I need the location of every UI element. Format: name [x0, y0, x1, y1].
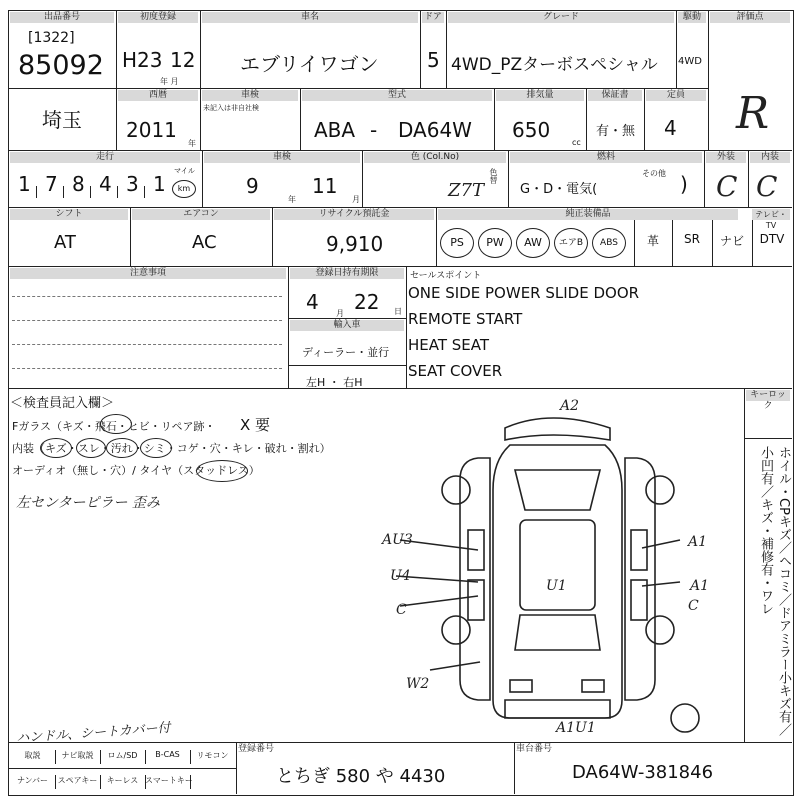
color-code: Z7T — [448, 180, 484, 201]
first-reg-era: H23 — [122, 48, 163, 72]
circle-mark — [196, 460, 248, 482]
diagram-tail-right — [582, 680, 604, 692]
bottom-handwritten: ハンドル、シートカバー付 — [15, 720, 172, 747]
note-line — [12, 320, 282, 321]
sales-points-list — [408, 284, 738, 388]
equipment-circled-list — [440, 228, 634, 258]
accessory-cell: ロム/SD — [100, 750, 146, 764]
interior-label: 内装 — [750, 152, 790, 163]
mileage-digits — [12, 172, 191, 202]
km-unit-circle — [172, 180, 196, 198]
damage-mark: A1 — [690, 578, 710, 594]
record-day: 22 — [354, 290, 380, 314]
circle-mark — [106, 438, 138, 458]
notes-label: 注意事項 — [10, 268, 286, 279]
model-year-unit: 年 — [188, 139, 196, 148]
rule — [8, 207, 792, 208]
dealer-type: ディーラー・並行 — [302, 346, 390, 359]
mileage-digit: 7 — [45, 172, 58, 196]
warranty-label: 保証書 — [588, 90, 642, 101]
accessory-cell: スペアキー — [55, 775, 101, 789]
inspector-line: オーディオ（無し・穴）/ タイヤ（スタッドレス） — [12, 464, 260, 477]
insp-year-unit: 年 — [288, 195, 296, 204]
rule — [586, 88, 587, 150]
accessory-cell: ナンバー — [10, 775, 56, 789]
digit-separator — [90, 186, 91, 198]
insp-expiry-year: 9 — [246, 174, 259, 198]
diagram-wheel — [646, 616, 674, 644]
fuel-value: G・D・電気( — [520, 182, 598, 197]
rule — [8, 150, 792, 151]
equipment-circle: ABS — [592, 228, 626, 258]
diagram-wheel — [442, 476, 470, 504]
record-month: 4 — [306, 290, 319, 314]
sales-point: HEAT SEAT — [408, 336, 490, 354]
damage-mark: U4 — [390, 568, 411, 584]
record-date-label: 登録日持有期限 — [290, 268, 404, 279]
rule — [288, 365, 406, 366]
diagram-rear-glass — [515, 615, 600, 650]
mileage-digit: 8 — [72, 172, 85, 196]
lot-bracket: [1322] — [28, 30, 75, 46]
diagram-tail-left — [510, 680, 532, 692]
mileage-digit: 4 — [99, 172, 112, 196]
accessory-cell: B-CAS — [145, 750, 191, 764]
fuel-close: ) — [680, 172, 688, 196]
model-code: DA64W — [398, 118, 472, 142]
digit-separator — [117, 186, 118, 198]
inspector-title: ＜検査員記入欄＞ — [10, 396, 115, 411]
exterior-grade: C — [716, 170, 738, 203]
digit-separator — [36, 186, 37, 198]
recycle-label: リサイクル預託金 — [274, 209, 434, 220]
diagram-spare-wheel — [671, 704, 699, 732]
rule — [436, 207, 437, 266]
cc-unit: cc — [572, 138, 581, 147]
equipment-extra-label: テレビ・TV — [752, 209, 790, 220]
accessory-cell — [190, 775, 235, 789]
fuel-label: 燃料 — [510, 152, 702, 163]
note-line — [12, 296, 282, 297]
grade-value: 4WD_PZターボスペシャル — [451, 55, 658, 75]
reg-number-value: とちぎ 580 や 4430 — [276, 766, 446, 787]
exterior-label: 外装 — [706, 152, 746, 163]
diagram-right-window — [631, 530, 647, 570]
rule — [676, 10, 677, 88]
chassis-value: DA64W-381846 — [572, 762, 714, 783]
rule — [420, 10, 421, 88]
record-month-unit: 月 — [336, 309, 344, 318]
equipment-circle: AW — [516, 228, 550, 258]
year-month-units: 年 月 — [160, 77, 179, 86]
sales-point: ONE SIDE POWER SLIDE DOOR — [408, 284, 640, 302]
sales-points-label: セールスポイント — [410, 271, 482, 281]
rule — [200, 10, 201, 88]
rule — [446, 10, 447, 88]
rule — [8, 88, 708, 89]
digit-separator — [144, 186, 145, 198]
rule — [116, 10, 117, 150]
recycle-value: 9,910 — [326, 232, 384, 256]
accessory-cell: ナビ取説 — [55, 750, 101, 764]
insp-expiry-label: 車検 — [204, 152, 360, 163]
diagram-wheel — [442, 616, 470, 644]
doors-value: 5 — [427, 48, 440, 72]
displacement-label: 排気量 — [496, 90, 584, 101]
equipment-item: 革 — [646, 234, 659, 248]
diagram-wheel — [646, 476, 674, 504]
diagram-windshield — [515, 470, 600, 510]
fuel-other-label: その他 — [642, 169, 666, 178]
damage-mark: C — [688, 598, 699, 614]
mile-unit: マイル — [174, 167, 195, 175]
displacement-value: 650 — [512, 118, 551, 142]
inspection-note: 未記入は非自社検 — [203, 104, 259, 112]
rule — [8, 266, 792, 267]
rule — [288, 318, 406, 319]
rule — [644, 88, 645, 150]
rule — [236, 742, 237, 794]
rule — [494, 88, 495, 150]
damage-mark: A1 — [688, 534, 708, 550]
equipment-item: ナビ — [719, 234, 744, 248]
damage-mark: C — [396, 602, 407, 618]
capacity-value: 4 — [664, 116, 677, 140]
chassis-label: 車台番号 — [516, 744, 553, 754]
model-dash: - — [370, 118, 378, 142]
evaluation-label: 評価点 — [710, 12, 790, 23]
rule — [514, 742, 515, 794]
warranty-value: 有・無 — [596, 124, 636, 139]
mileage-label: 走行 — [10, 152, 200, 163]
diagram-front-bumper — [505, 418, 610, 440]
diagram-left-window — [468, 580, 484, 620]
rule — [300, 88, 301, 150]
car-name-label: 車名 — [202, 12, 418, 23]
insp-expiry-month: 11 — [312, 174, 338, 198]
leader-line — [400, 596, 478, 606]
circle-mark — [140, 438, 172, 458]
doors-label: ドア — [422, 12, 444, 23]
accessory-cell: リモコン — [196, 751, 229, 760]
side-text: ホイル・CPキズ／ヘコミ／ドアミラー小キズ有／小凹有／キズ・補修有・ワレ — [758, 446, 791, 736]
color-sub-label: 色替 — [489, 168, 498, 184]
circle-mark — [100, 414, 132, 434]
accessory-cell: スマートキー — [145, 775, 191, 789]
rule — [8, 388, 792, 389]
notes-area — [12, 282, 286, 386]
color-label: 色 (Col.No) — [364, 152, 506, 163]
aircon-label: エアコン — [132, 209, 270, 220]
circle-mark — [76, 438, 106, 458]
equipment-plain-list — [634, 218, 792, 264]
capacity-label: 定員 — [646, 90, 706, 101]
damage-mark: A1U1 — [556, 720, 596, 736]
evaluation-value: R — [736, 88, 770, 139]
km-unit: km — [177, 184, 191, 193]
model-prefix: ABA — [314, 118, 356, 142]
circle-mark — [40, 438, 72, 458]
damage-mark: W2 — [406, 676, 430, 692]
grade-label: グレード — [448, 12, 674, 23]
model-year-label: 西暦 — [118, 90, 198, 101]
rule — [362, 150, 363, 207]
model-year-value: 2011 — [126, 118, 177, 142]
rule — [202, 150, 203, 207]
key-box-label: キーロック — [746, 390, 790, 401]
insp-month-unit: 月 — [352, 195, 360, 204]
mileage-digit: 3 — [126, 172, 139, 196]
lot-label: 出品番号 — [10, 12, 114, 23]
shift-label: シフト — [10, 209, 128, 220]
aircon-value: AC — [192, 232, 217, 253]
sales-point: SEAT COVER — [408, 362, 503, 380]
rule — [744, 438, 792, 439]
rule — [200, 88, 201, 150]
rule — [704, 150, 705, 207]
steering-side: 左H ・ 右H — [306, 376, 363, 389]
digit-separator — [63, 186, 64, 198]
first-reg-label: 初度登録 — [118, 12, 198, 23]
mileage-digit: 1 — [153, 172, 166, 196]
handwritten-note: 左センターピラー 歪み — [16, 495, 160, 511]
sales-point: REMOTE START — [408, 310, 523, 328]
rule — [744, 388, 745, 742]
leader-line — [430, 662, 480, 670]
diagram-rear-bumper — [505, 700, 610, 718]
equipment-circle: エアB — [554, 228, 588, 258]
interior-grade: C — [756, 170, 778, 203]
record-day-unit: 日 — [394, 307, 402, 316]
fglass-mark: X 要 — [240, 416, 271, 434]
rule — [406, 266, 407, 388]
shift-value: AT — [54, 232, 76, 253]
inspection-label: 車検 — [202, 90, 298, 101]
equipment-item: SR — [684, 232, 700, 246]
inspector-line: 内装（キズ・スレ・汚れ・シミ・コゲ・穴・キレ・破れ・割れ） — [12, 442, 331, 455]
note-line — [12, 344, 282, 345]
model-label: 型式 — [302, 90, 492, 101]
damage-mark: A2 — [560, 398, 580, 414]
damage-mark: U1 — [546, 578, 567, 594]
drive-value: 4WD — [678, 56, 702, 67]
drive-label: 駆動 — [678, 12, 706, 23]
rule — [8, 742, 792, 743]
accessory-cell: 取説 — [10, 750, 56, 764]
accessory-cell: キーレス — [100, 775, 146, 789]
note-line — [12, 368, 282, 369]
lot-number: 85092 — [18, 50, 104, 81]
equipment-circle: PW — [478, 228, 512, 258]
reg-number-label: 登録番号 — [238, 744, 275, 754]
mileage-digit: 1 — [18, 172, 31, 196]
rule — [130, 207, 131, 266]
entry-label: 輸入車 — [290, 320, 404, 331]
diagram-right-side — [625, 458, 655, 700]
equipment-circle: PS — [440, 228, 474, 258]
rule — [748, 150, 749, 207]
diagram-roof — [520, 520, 595, 610]
first-reg-month: 12 — [170, 48, 196, 72]
car-name: エブリイワゴン — [240, 52, 379, 76]
rule — [508, 150, 509, 207]
region-value: 埼玉 — [42, 108, 82, 132]
rule — [708, 10, 709, 150]
inspector-line: Fガラス（キズ・飛石・ヒビ・リペア跡・ — [12, 420, 216, 433]
equipment-label: 純正装備品 — [438, 209, 738, 220]
rule — [272, 207, 273, 266]
damage-mark: AU3 — [382, 532, 413, 548]
rule — [288, 266, 289, 388]
equipment-item: DTV — [759, 232, 785, 246]
accessory-grid — [10, 744, 236, 794]
